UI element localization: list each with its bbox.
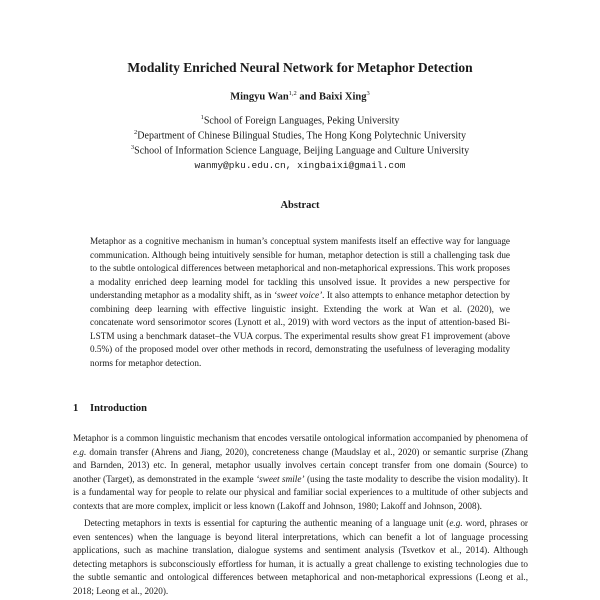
section-title: Introduction — [90, 403, 147, 414]
affiliation-text: School of Foreign Languages, Peking University — [203, 115, 400, 127]
intro-paragraph — [73, 517, 528, 599]
abstract-text: Metaphor as a cognitive mechanism in human’s conceptual system manifests itself an effective way for language communication. Although being intuitively sensible for human, metaphor detection is still a challenging task due to the subtle ontological differences between metaphorical and non-metaphorical expressions. This work proposes a modality enriched deep learning model for tackling this unsolved issue. It provides a new perspective for understanding metaphor as a modality shift, as in — [90, 236, 510, 300]
author-affiliation-mark: 1,2 — [288, 90, 297, 97]
body-italic: e.g. — [73, 446, 87, 457]
section-number: 1 — [73, 403, 79, 414]
affiliation-mark: 2 — [134, 129, 138, 136]
author-affiliation-mark: 3 — [366, 90, 370, 97]
intro-paragraph — [73, 432, 528, 514]
body-text: (using the taste modality to describe the vision modality). It is a fundamental way for people to relate our physical and familiar social experiences to a multitude of other subjects and contexts that are more complex, implicit or less known (Lakoff and Johnson, 1980; Lakoff and Johnson, 2008). — [73, 473, 528, 511]
abstract-body — [90, 235, 510, 370]
affiliation-line — [0, 144, 600, 156]
abstract-example: ‘sweet voice’ — [273, 290, 323, 300]
affiliation-line — [0, 114, 600, 126]
affiliation-text: Department of Chinese Bilingual Studies, The Hong Kong Polytechnic University — [137, 130, 466, 142]
body-text: word, phrases or even sentences) when the language is beyond literal interpretations, which can benefit a lot of language processing applications, such as machine translation, dialogue systems and sentiment analysis (Tsvetkov et al., 2014). Although detecting metaphors is subconsciously effortless for human, it is actually a great challenge to existing technologies due to the subtle semantic and ontological differences between metaphorical and non-metaphorical expressions (Leong et al., 2018; Leong et al., 2020). — [73, 518, 528, 596]
affiliation-text: School of Information Science Language, Beijing Language and Culture University — [134, 145, 470, 157]
paper-title: Modality Enriched Neural Network for Metaphor Detection — [127, 60, 473, 75]
body-example: ‘sweet smile’ — [256, 473, 305, 484]
author-joiner: and — [299, 91, 317, 103]
author-emails: wanmy@pku.edu.cn, xingbaixi@gmail.com — [194, 160, 406, 171]
body-text: domain transfer (Ahrens and Jiang, 2020), concreteness change (Maudslay et al., 2020) or semantic surprise (Zhang and Barnden, 2013) etc. In general, metaphor usually involves certain concept transfer from one domain (Source) to another (Target), as demonstrated in the example — [73, 446, 528, 484]
author-name: Mingyu Wan — [230, 91, 289, 103]
affiliation-line — [0, 129, 600, 141]
affiliation-mark: 3 — [130, 144, 135, 151]
body-text: Detecting metaphors in texts is essential for capturing the authentic meaning of a language unit ( — [84, 518, 450, 528]
author-name: Baixi Xing — [318, 91, 367, 103]
abstract-heading: Abstract — [280, 200, 320, 211]
author-line — [0, 90, 600, 103]
body-italic: e.g. — [449, 518, 463, 528]
abstract-text: . It also attempts to enhance metaphor detection by combining deep learning with effective linguistic insight. Extending the work at Wan et al. (2020), we concatenate word sensorimotor scores (Lynott et al., 2019) with word vectors as the input of attention-based Bi-LSTM using a benchmark dataset–the VUA corpus. The experimental results show great F1 improvement (above 0.5%) of the proposed model over other methods in record, demonstrating the usefulness of leveraging modality norms for metaphor detection. — [90, 290, 511, 368]
section-heading — [73, 403, 147, 414]
body-text: Metaphor is a common linguistic mechanism that encodes versatile ontological information accompanied by phenomena of — [73, 433, 528, 443]
affiliation-mark: 1 — [200, 114, 204, 121]
